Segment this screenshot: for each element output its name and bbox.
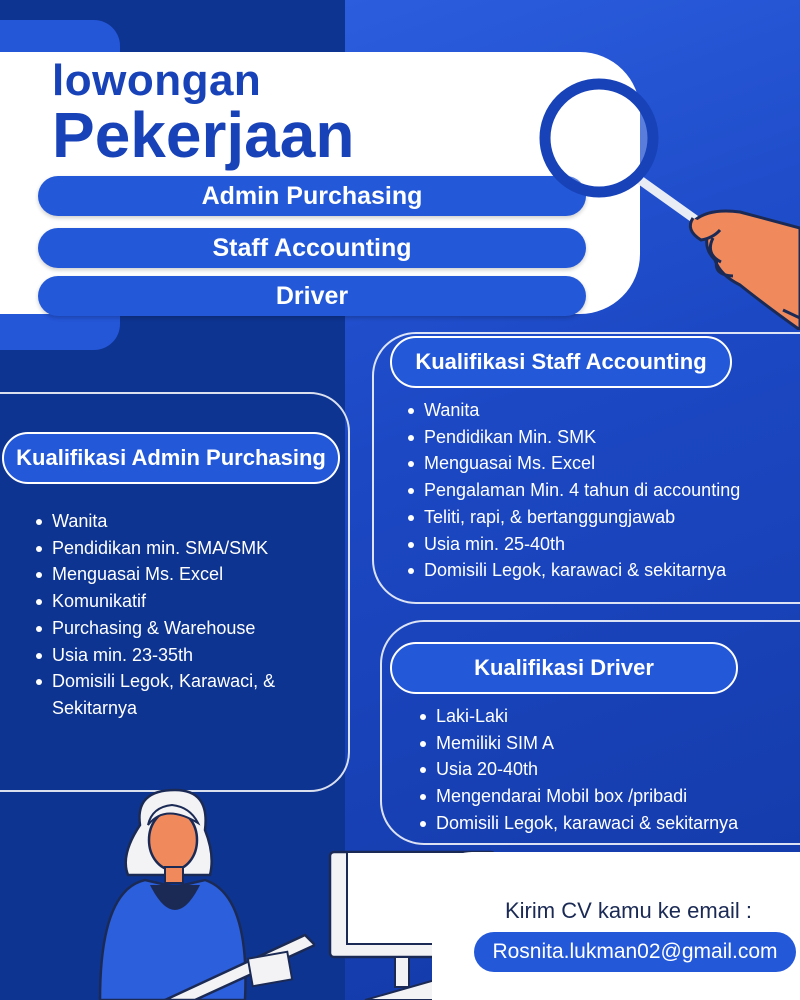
list-item: Menguasai Ms. Excel (34, 561, 275, 588)
title-line-1: lowongan (52, 56, 262, 105)
position-staff-accounting: Staff Accounting (38, 228, 586, 268)
list-item: Memiliki SIM A (418, 730, 738, 757)
list-item: Mengendarai Mobil box /pribadi (418, 783, 738, 810)
list-item: Domisili Legok, karawaci & sekitarnya (418, 810, 738, 837)
list-item: Usia min. 25-40th (406, 531, 740, 558)
hand-icon (690, 211, 800, 330)
contact-label: Kirim CV kamu ke email : (505, 898, 752, 923)
magnifying-glass-icon (535, 70, 800, 330)
list-item: Domisili Legok, karawaci & sekitarnya (406, 557, 740, 584)
list-item: Domisili Legok, Karawaci, & (34, 668, 275, 695)
list-item: Wanita (406, 397, 740, 424)
list-item: Wanita (34, 508, 275, 535)
position-admin-purchasing: Admin Purchasing (38, 176, 586, 216)
list-item: Pendidikan Min. SMK (406, 424, 740, 451)
driver-heading: Kualifikasi Driver (390, 642, 738, 694)
list-item: Komunikatif (34, 588, 275, 615)
list-item-continuation (34, 695, 275, 722)
position-driver: Driver (38, 276, 586, 316)
list-item-text: Sekitarnya (52, 697, 138, 718)
list-item: Teliti, rapi, & bertanggungjawab (406, 504, 740, 531)
staff-accounting-list (406, 397, 740, 584)
admin-purchasing-list (34, 508, 275, 722)
admin-purchasing-heading: Kualifikasi Admin Purchasing (2, 432, 340, 484)
staff-accounting-heading: Kualifikasi Staff Accounting (390, 336, 732, 388)
list-item: Menguasai Ms. Excel (406, 450, 740, 477)
email-link[interactable]: Rosnita.lukman02@gmail.com (474, 932, 796, 972)
desk-illustration (155, 915, 315, 1000)
list-item: Laki-Laki (418, 703, 738, 730)
list-item: Pengalaman Min. 4 tahun di accounting (406, 477, 740, 504)
contact-card (432, 852, 800, 1000)
list-item: Usia 20-40th (418, 756, 738, 783)
list-item: Pendidikan min. SMA/SMK (34, 535, 275, 562)
list-item: Usia min. 23-35th (34, 642, 275, 669)
driver-list (418, 703, 738, 837)
title-line-2: Pekerjaan (52, 99, 355, 171)
list-item: Purchasing & Warehouse (34, 615, 275, 642)
